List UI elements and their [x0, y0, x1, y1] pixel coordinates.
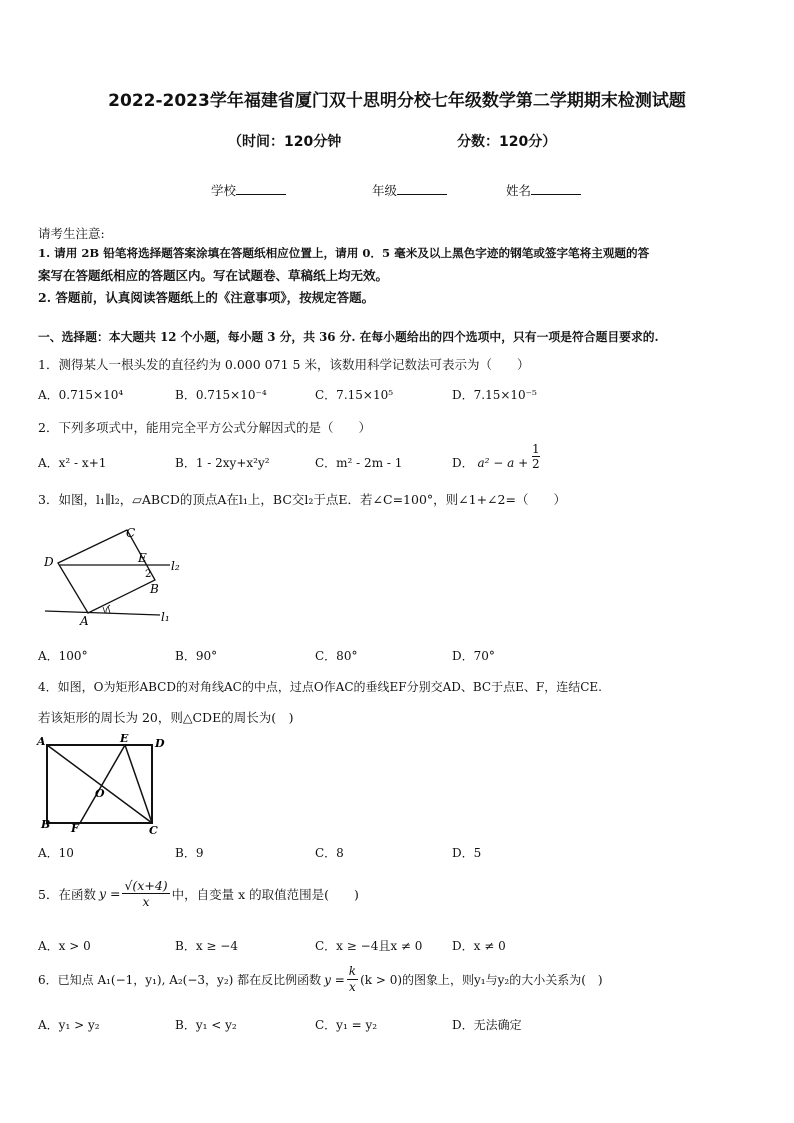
section-heading: 一、选择题：本大题共 12 个小题，每小题 3 分，共 36 分. 在每小题给出的四个选项中，只有一项是符合题目要求的.: [38, 330, 659, 344]
q1-option-b[interactable]: B．0.715×10⁻⁴: [175, 388, 267, 402]
label-c: C: [149, 824, 158, 837]
label-e: E: [138, 551, 147, 565]
question-6: [38, 964, 603, 995]
q5-prefix: 5．在函数: [38, 886, 96, 902]
label-e: E: [120, 733, 129, 745]
q6-suffix: (k > 0)的图象上，则y₁与y₂的大小关系为( ): [360, 973, 603, 987]
line-l1: [45, 611, 160, 615]
q4-option-b[interactable]: B．9: [175, 846, 204, 860]
label-d: D: [44, 555, 54, 569]
question-4-line-2: 若该矩形的周长为 20，则△CDE的周长为( ): [38, 710, 294, 725]
q5-numerator: √(x+4): [124, 878, 168, 893]
diagonal-ac: [47, 745, 152, 823]
exam-time: （时间：120分钟: [228, 134, 342, 150]
exam-score: 分数：120分）: [457, 134, 557, 150]
q2-d-numerator: 1: [531, 442, 540, 456]
q6-fraction: [347, 964, 358, 995]
q1-option-a[interactable]: A．0.715×10⁴: [38, 388, 124, 402]
q2-d-fraction: [532, 442, 540, 471]
q2-d-prefix: D．: [452, 456, 474, 470]
q5-option-c[interactable]: C．x ≥ −4且x ≠ 0: [315, 939, 423, 953]
label-a: A: [80, 614, 89, 628]
school-blank[interactable]: [236, 182, 286, 195]
q1-option-d[interactable]: D．7.15×10⁻⁵: [452, 388, 537, 402]
name-label: 姓名: [506, 183, 532, 198]
q6-option-a[interactable]: A．y₁ > y₂: [38, 1018, 100, 1032]
question-3: 3．如图，l₁∥l₂，▱ABCD的顶点A在l₁上，BC交l₂于点E．若∠C=100°，则∠1+∠2=（ ）: [38, 492, 566, 507]
school-field: [211, 181, 286, 199]
q5-suffix: 中，自变量 x 的取值范围是( ): [171, 886, 359, 902]
q4-option-d[interactable]: D．5: [452, 846, 482, 860]
school-label: 学校: [211, 183, 237, 198]
q4-option-a[interactable]: A．10: [38, 846, 74, 860]
q5-fraction: [122, 878, 169, 909]
angle-1-tick: [103, 607, 105, 613]
parallelogram-abcd: [58, 530, 155, 613]
figure-3: [30, 525, 200, 630]
name-field: [506, 181, 581, 199]
q5-option-d[interactable]: D．x ≠ 0: [452, 939, 506, 953]
q5-option-a[interactable]: A．x > 0: [38, 939, 91, 953]
q6-option-b[interactable]: B．y₁ < y₂: [175, 1018, 237, 1032]
notice-line-3: 2. 答题前，认真阅读答题纸上的《注意事项》，按规定答题。: [38, 290, 375, 305]
q5-option-b[interactable]: B．x ≥ −4: [175, 939, 238, 953]
page-title: 2022-2023学年福建省厦门双十思明分校七年级数学第二学期期末检测试题: [108, 91, 686, 111]
label-c: C: [126, 526, 136, 540]
notice-heading: 请考生注意:: [38, 226, 105, 241]
q4-option-c[interactable]: C．8: [315, 846, 344, 860]
q2-option-d[interactable]: [452, 442, 540, 471]
label-l2: l₂: [171, 559, 180, 573]
q3-option-b[interactable]: B．90°: [175, 649, 218, 663]
q6-denominator: x: [349, 980, 356, 994]
q5-denominator: x: [142, 894, 150, 909]
grade-blank[interactable]: [397, 182, 447, 195]
question-4-line-1: 4．如图，O为矩形ABCD的对角线AC的中点，过点O作AC的垂线EF分别交AD、BC于点E、F，连结CE.: [38, 680, 602, 694]
q2-option-b[interactable]: B．1 - 2xy+x²y²: [175, 456, 270, 470]
q2-option-c[interactable]: C．m² - 2m - 1: [315, 456, 403, 470]
label-l1: l₁: [161, 610, 170, 624]
angle-1-tick-2: [108, 606, 110, 613]
label-o: O: [95, 787, 105, 800]
figure-4: [35, 733, 175, 838]
notice-line-2: 案写在答题纸相应的答题区内。写在试题卷、草稿纸上均无效。: [38, 268, 389, 283]
label-d: D: [155, 737, 165, 750]
label-b: B: [41, 818, 51, 831]
label-angle-2: 2: [145, 569, 152, 580]
grade-label: 年级: [372, 183, 398, 198]
q1-option-c[interactable]: C．7.15×10⁵: [315, 388, 394, 402]
q5-function: y =: [98, 886, 121, 901]
name-blank[interactable]: [531, 182, 581, 195]
q6-numerator: k: [348, 964, 357, 978]
label-b: B: [150, 582, 159, 596]
question-2: 2．下列多项式中，能用完全平方公式分解因式的是（ ）: [38, 420, 371, 435]
q3-option-c[interactable]: C．80°: [315, 649, 358, 663]
q6-function: y =: [324, 972, 345, 987]
q6-option-c[interactable]: C．y₁ = y₂: [315, 1018, 378, 1032]
question-1: 1．测得某人一根头发的直径约为 0.000 071 5 米，该数用科学记数法可表示为（ ）: [38, 357, 530, 372]
q6-option-d[interactable]: D．无法确定: [452, 1018, 522, 1032]
q6-prefix: 6．已知点 A₁(−1，y₁), A₂(−3，y₂) 都在反比例函数: [38, 973, 322, 987]
label-a: A: [37, 735, 46, 748]
notice-line-1: 1. 请用 2B 铅笔将选择题答案涂填在答题纸相应位置上，请用 0．5 毫米及以上黑色字迹的钢笔或签字笔将主观题的答: [38, 246, 650, 260]
q3-option-a[interactable]: A．100°: [38, 649, 88, 663]
q2-option-a[interactable]: A．x² - x+1: [38, 456, 107, 470]
segment-ce: [125, 745, 152, 823]
grade-field: [372, 181, 447, 199]
question-5: [38, 878, 359, 909]
label-f: F: [71, 822, 79, 835]
q2-d-denominator: 2: [531, 457, 540, 471]
q3-option-d[interactable]: D．70°: [452, 649, 495, 663]
q2-d-expr: a² − a +: [477, 456, 529, 470]
segment-ef: [80, 745, 125, 823]
